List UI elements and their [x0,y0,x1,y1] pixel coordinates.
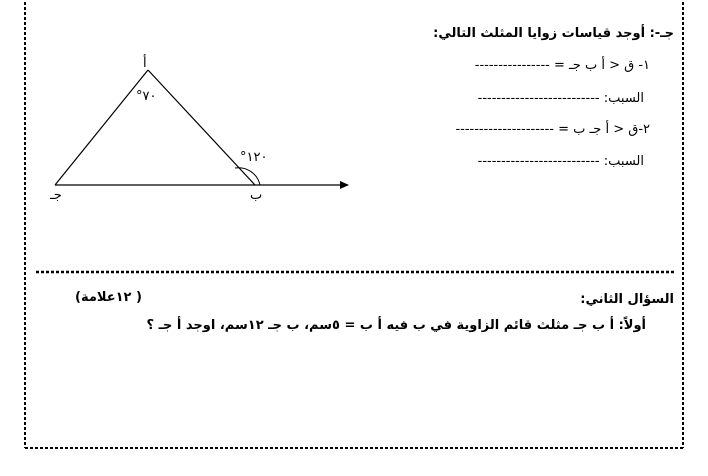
reason-2: السبب: -------------------------- [477,154,644,169]
side-ca [55,70,148,185]
exterior-angle-b-label: °١٢٠ [240,150,268,165]
arrow-head [340,181,349,189]
vertex-b-label: ب [250,188,263,203]
question-2-marks: ( ١٢علامة) [75,290,142,305]
vertex-c-label: جـ [50,188,62,203]
part-c-heading: جـ-: أوجد قياسات زوايا المثلث التالي: [433,26,674,41]
angle-a-label: °٧٠ [136,89,157,104]
question-2-title: السؤال الثاني: [580,292,674,307]
question-2: ٢-ق < أ جـ ب = --------------------- [455,122,650,137]
question-2-first: أولاً: أ ب جـ مثلث قائم الزاوية في ب فيه أ ب = ٥سم، ب جـ ١٢سم، اوجد أ جـ ؟ [146,318,646,333]
question-1: ١- ق < أ ب جـ = ---------------- [474,58,650,73]
vertex-a-label: أ [143,56,147,71]
reason-1: السبب: -------------------------- [477,91,644,106]
